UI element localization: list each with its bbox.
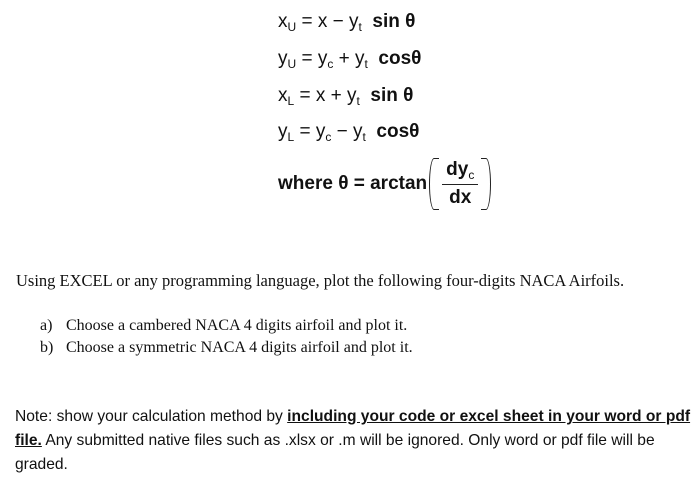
eq-xu-lhs-sub: U [287, 20, 297, 34]
submission-note [15, 405, 695, 477]
eq-xl-equals: = [294, 85, 316, 106]
instruction-text: Using EXCEL or any programming language, plot the following four-digits NACA Airfoils. [16, 271, 625, 290]
equation-x-lower [278, 86, 413, 107]
note-suffix: Any submitted native files such as .xlsx or .m will be ignored. Only word or pdf file will be graded. [15, 432, 655, 473]
eq-xl-operator: + [325, 85, 347, 106]
equation-x-upper [278, 12, 415, 33]
eq-xu-equals: = [296, 11, 318, 32]
eq-yu-operator: + [333, 48, 355, 69]
eq-yl-term-a: y [315, 121, 326, 142]
eq-xl-lhs: x [278, 85, 288, 106]
right-parenthesis [481, 158, 491, 210]
eq-yl-term-a-sub: c [325, 130, 332, 144]
eq-yu-term-b: y [354, 48, 365, 69]
eq-yl-operator: − [331, 121, 353, 142]
theta-definition-prefix: where θ = arctan [278, 173, 428, 194]
eq-xu-function: sin θ [372, 11, 416, 32]
eq-yl-equals: = [294, 121, 316, 142]
eq-yl-lhs-sub: L [287, 130, 295, 144]
list-item [40, 337, 413, 359]
eq-yl-term-b: y [353, 121, 363, 142]
eq-yu-term-a-sub: c [327, 57, 334, 71]
eq-xu-lhs: x [278, 11, 288, 32]
derivative-fraction [442, 159, 478, 210]
eq-xl-lhs-sub: L [287, 94, 295, 108]
note-emphasis: including your code or excel sheet in your word or pdf file. [15, 408, 691, 449]
list-item [40, 315, 413, 337]
eq-xu-operator: − [327, 11, 349, 32]
numerator-subscript: c [468, 167, 475, 182]
eq-xu-term-b-sub: t [358, 20, 362, 34]
eq-yl-function: cosθ [376, 121, 420, 142]
task-list [40, 315, 413, 359]
equation-y-lower [278, 122, 419, 143]
eq-xu-term-a: x [317, 11, 328, 32]
eq-yu-function: cosθ [378, 48, 422, 69]
eq-xl-function: sin θ [370, 85, 414, 106]
list-item-marker: a) [40, 317, 53, 334]
equation-theta-definition [278, 156, 493, 212]
note-prefix: Note: show your calculation method by [15, 408, 288, 425]
fraction-denominator: dx [449, 187, 472, 209]
eq-yu-term-b-sub: t [364, 57, 368, 71]
fraction-numerator [442, 159, 478, 184]
eq-xl-term-b-sub: t [356, 94, 360, 108]
eq-xl-term-b: y [347, 85, 357, 106]
eq-xu-term-b: y [348, 11, 359, 32]
numerator-text: dy [446, 158, 469, 180]
eq-yu-lhs-sub: U [287, 57, 297, 71]
eq-yl-term-b-sub: t [362, 130, 366, 144]
eq-yl-lhs: y [278, 121, 288, 142]
list-item-text: Choose a symmetric NACA 4 digits airfoil and plot it. [66, 339, 413, 356]
equation-y-upper [278, 49, 421, 70]
list-item-text: Choose a cambered NACA 4 digits airfoil and plot it. [66, 317, 408, 334]
list-item-marker: b) [40, 339, 54, 356]
eq-yu-equals: = [296, 48, 318, 69]
left-parenthesis [429, 158, 439, 210]
eq-yu-term-a: y [317, 48, 328, 69]
eq-yu-lhs: y [278, 48, 288, 69]
eq-xl-term-a: x [315, 85, 326, 106]
